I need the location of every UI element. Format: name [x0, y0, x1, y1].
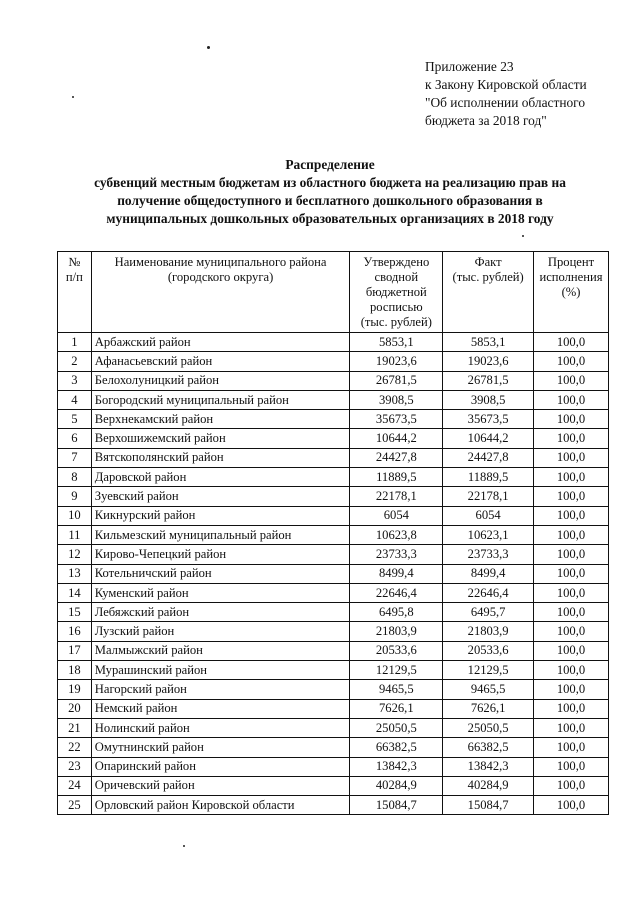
table-row [58, 564, 609, 583]
district-name: Зуевский район [91, 487, 350, 506]
approved-amount: 6495,8 [350, 603, 443, 622]
district-name: Нолинский район [91, 718, 350, 737]
table-row [58, 661, 609, 680]
table-row [58, 506, 609, 525]
execution-percent: 100,0 [534, 352, 609, 371]
execution-percent: 100,0 [534, 468, 609, 487]
execution-percent: 100,0 [534, 776, 609, 795]
row-number: 6 [58, 429, 92, 448]
document-title [40, 156, 620, 228]
actual-amount: 23733,3 [443, 545, 534, 564]
row-number: 4 [58, 390, 92, 409]
table-row [58, 468, 609, 487]
actual-amount: 8499,4 [443, 564, 534, 583]
row-number: 5 [58, 410, 92, 429]
actual-amount: 22646,4 [443, 583, 534, 602]
actual-amount: 3908,5 [443, 390, 534, 409]
district-name: Вятскополянский район [91, 448, 350, 467]
row-number: 11 [58, 525, 92, 544]
actual-amount: 20533,6 [443, 641, 534, 660]
table-row [58, 448, 609, 467]
approved-amount: 26781,5 [350, 371, 443, 390]
execution-percent: 100,0 [534, 603, 609, 622]
scan-speck [522, 235, 524, 237]
district-name: Белохолуницкий район [91, 371, 350, 390]
execution-percent: 100,0 [534, 583, 609, 602]
row-number: 13 [58, 564, 92, 583]
row-number: 3 [58, 371, 92, 390]
approved-amount: 3908,5 [350, 390, 443, 409]
table-row [58, 603, 609, 622]
actual-amount: 10623,1 [443, 525, 534, 544]
table-row [58, 776, 609, 795]
district-name: Немский район [91, 699, 350, 718]
execution-percent: 100,0 [534, 525, 609, 544]
actual-amount: 40284,9 [443, 776, 534, 795]
execution-percent: 100,0 [534, 410, 609, 429]
table-row [58, 545, 609, 564]
table-row [58, 699, 609, 718]
table-body [58, 333, 609, 815]
district-name: Кикнурский район [91, 506, 350, 525]
row-number: 2 [58, 352, 92, 371]
actual-amount: 21803,9 [443, 622, 534, 641]
actual-amount: 12129,5 [443, 661, 534, 680]
approved-amount: 10623,8 [350, 525, 443, 544]
approved-amount: 12129,5 [350, 661, 443, 680]
approved-amount: 40284,9 [350, 776, 443, 795]
execution-percent: 100,0 [534, 796, 609, 815]
table-row [58, 429, 609, 448]
district-name: Верхошижемский район [91, 429, 350, 448]
execution-percent: 100,0 [534, 390, 609, 409]
scan-speck [72, 96, 74, 98]
table-row [58, 680, 609, 699]
district-name: Афанасьевский район [91, 352, 350, 371]
actual-amount: 10644,2 [443, 429, 534, 448]
actual-amount: 25050,5 [443, 718, 534, 737]
approved-amount: 6054 [350, 506, 443, 525]
execution-percent: 100,0 [534, 757, 609, 776]
execution-percent: 100,0 [534, 333, 609, 352]
actual-amount: 5853,1 [443, 333, 534, 352]
execution-percent: 100,0 [534, 448, 609, 467]
row-number: 19 [58, 680, 92, 699]
row-number: 7 [58, 448, 92, 467]
appendix-line: бюджета за 2018 год" [425, 113, 547, 128]
appendix-reference [425, 58, 635, 130]
row-number: 20 [58, 699, 92, 718]
district-name: Малмыжский район [91, 641, 350, 660]
execution-percent: 100,0 [534, 371, 609, 390]
title-line: Распределение [285, 157, 375, 172]
appendix-line: к Закону Кировской области [425, 77, 587, 92]
row-number: 8 [58, 468, 92, 487]
actual-amount: 15084,7 [443, 796, 534, 815]
approved-amount: 66382,5 [350, 738, 443, 757]
execution-percent: 100,0 [534, 487, 609, 506]
district-name: Орловский район Кировской области [91, 796, 350, 815]
approved-amount: 20533,6 [350, 641, 443, 660]
district-name: Котельничский район [91, 564, 350, 583]
execution-percent: 100,0 [534, 641, 609, 660]
actual-amount: 9465,5 [443, 680, 534, 699]
district-name: Оричевский район [91, 776, 350, 795]
table-row [58, 622, 609, 641]
table-row [58, 641, 609, 660]
actual-amount: 35673,5 [443, 410, 534, 429]
actual-amount: 6495,7 [443, 603, 534, 622]
actual-amount: 11889,5 [443, 468, 534, 487]
table-row [58, 390, 609, 409]
table-row [58, 371, 609, 390]
table-row [58, 718, 609, 737]
approved-amount: 9465,5 [350, 680, 443, 699]
header-actual: Факт (тыс. рублей) [443, 252, 534, 333]
row-number: 14 [58, 583, 92, 602]
appendix-line: Приложение 23 [425, 59, 514, 74]
approved-amount: 22178,1 [350, 487, 443, 506]
row-number: 9 [58, 487, 92, 506]
approved-amount: 22646,4 [350, 583, 443, 602]
table-row [58, 738, 609, 757]
appendix-line: "Об исполнении областного [425, 95, 586, 110]
approved-amount: 23733,3 [350, 545, 443, 564]
execution-percent: 100,0 [534, 506, 609, 525]
table-row [58, 352, 609, 371]
district-name: Куменский район [91, 583, 350, 602]
actual-amount: 24427,8 [443, 448, 534, 467]
approved-amount: 11889,5 [350, 468, 443, 487]
approved-amount: 10644,2 [350, 429, 443, 448]
table-row [58, 796, 609, 815]
header-percent: Процент исполнения (%) [534, 252, 609, 333]
actual-amount: 26781,5 [443, 371, 534, 390]
actual-amount: 19023,6 [443, 352, 534, 371]
district-name: Лебяжский район [91, 603, 350, 622]
district-name: Лузский район [91, 622, 350, 641]
execution-percent: 100,0 [534, 622, 609, 641]
row-number: 18 [58, 661, 92, 680]
scan-speck [207, 46, 210, 49]
actual-amount: 7626,1 [443, 699, 534, 718]
execution-percent: 100,0 [534, 661, 609, 680]
actual-amount: 6054 [443, 506, 534, 525]
approved-amount: 15084,7 [350, 796, 443, 815]
row-number: 1 [58, 333, 92, 352]
row-number: 22 [58, 738, 92, 757]
execution-percent: 100,0 [534, 699, 609, 718]
row-number: 10 [58, 506, 92, 525]
approved-amount: 35673,5 [350, 410, 443, 429]
scan-speck [183, 845, 185, 847]
row-number: 12 [58, 545, 92, 564]
district-name: Кирово-Чепецкий район [91, 545, 350, 564]
approved-amount: 13842,3 [350, 757, 443, 776]
row-number: 15 [58, 603, 92, 622]
actual-amount: 66382,5 [443, 738, 534, 757]
district-name: Нагорский район [91, 680, 350, 699]
approved-amount: 21803,9 [350, 622, 443, 641]
district-name: Даровской район [91, 468, 350, 487]
row-number: 23 [58, 757, 92, 776]
table-row [58, 525, 609, 544]
approved-amount: 7626,1 [350, 699, 443, 718]
header-name: Наименование муниципального района (городского округа) [91, 252, 350, 333]
title-line: муниципальных дошкольных образовательных организациях в 2018 году [106, 211, 554, 226]
execution-percent: 100,0 [534, 738, 609, 757]
district-name: Богородский муниципальный район [91, 390, 350, 409]
approved-amount: 24427,8 [350, 448, 443, 467]
approved-amount: 5853,1 [350, 333, 443, 352]
table-row [58, 757, 609, 776]
district-name: Омутнинский район [91, 738, 350, 757]
execution-percent: 100,0 [534, 545, 609, 564]
approved-amount: 25050,5 [350, 718, 443, 737]
title-line: получение общедоступного и бесплатного дошкольного образования в [117, 193, 543, 208]
district-name: Арбажский район [91, 333, 350, 352]
execution-percent: 100,0 [534, 564, 609, 583]
district-name: Верхнекамский район [91, 410, 350, 429]
actual-amount: 22178,1 [443, 487, 534, 506]
row-number: 25 [58, 796, 92, 815]
row-number: 21 [58, 718, 92, 737]
row-number: 17 [58, 641, 92, 660]
execution-percent: 100,0 [534, 429, 609, 448]
table-row [58, 333, 609, 352]
title-line: субвенций местным бюджетам из областного бюджета на реализацию прав на [94, 175, 566, 190]
actual-amount: 13842,3 [443, 757, 534, 776]
approved-amount: 19023,6 [350, 352, 443, 371]
row-number: 16 [58, 622, 92, 641]
subventions-table [57, 251, 609, 815]
table-row [58, 410, 609, 429]
table-header-row [58, 252, 609, 333]
header-num: № п/п [58, 252, 92, 333]
table-row [58, 487, 609, 506]
header-approved: Утверждено сводной бюджетной росписью (тыс. рублей) [350, 252, 443, 333]
table-row [58, 583, 609, 602]
execution-percent: 100,0 [534, 680, 609, 699]
row-number: 24 [58, 776, 92, 795]
district-name: Опаринский район [91, 757, 350, 776]
execution-percent: 100,0 [534, 718, 609, 737]
approved-amount: 8499,4 [350, 564, 443, 583]
district-name: Кильмезский муниципальный район [91, 525, 350, 544]
district-name: Мурашинский район [91, 661, 350, 680]
